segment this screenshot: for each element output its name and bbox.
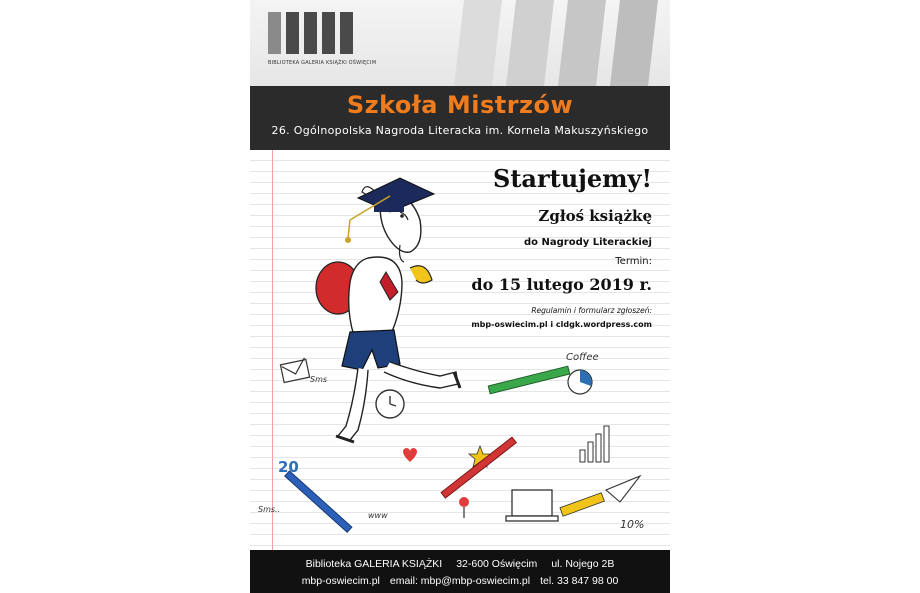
heart-icon: [403, 448, 417, 462]
www-doodle: www: [368, 511, 388, 520]
rules-label: Regulamin i formularz zgłoszeń:: [531, 306, 652, 315]
headline: Startujemy!: [493, 164, 652, 193]
deadline-date: do 15 lutego 2019 r.: [471, 275, 652, 294]
envelope-icon: [280, 358, 309, 383]
library-logo: [268, 12, 377, 72]
footer-site-link[interactable]: mbp-oswiecim.pl: [301, 575, 380, 587]
pin-icon: [459, 497, 469, 518]
footer-contact-row: [250, 575, 670, 587]
alarm-clock-icon: [376, 390, 404, 418]
page-subtitle: 26. Ogólnopolska Nagroda Literacka im. Kornela Makuszyńskiego: [271, 124, 649, 137]
number-doodle: 20: [278, 458, 299, 476]
poster: [250, 0, 670, 593]
coffee-doodle: Coffee: [566, 352, 599, 363]
pie-chart-icon: [568, 370, 592, 394]
websites-link[interactable]: mbp-oswiecim.pl i cldgk.wordpress.com: [471, 320, 652, 329]
paper-plane-icon: [606, 476, 640, 502]
promo-text: [442, 164, 652, 329]
logo-bars: [268, 12, 368, 54]
green-marker-icon: [488, 366, 569, 394]
footer-street: ul. Nojego 2B: [551, 558, 615, 570]
sms-doodle: Sms: [310, 375, 328, 384]
ruler-icon: [560, 493, 604, 517]
percent-doodle: 10%: [620, 518, 645, 531]
notebook-paper: [250, 150, 670, 550]
footer: [250, 550, 670, 593]
laptop-icon: [506, 490, 558, 521]
deadline-label: Termin:: [615, 256, 652, 267]
blue-pen-icon: [285, 471, 352, 532]
footer-email-link[interactable]: email: mbp@mbp-oswiecim.pl: [389, 575, 531, 587]
award-line: do Nagrody Literackiej: [523, 237, 652, 248]
logo-caption: BIBLIOTEKA GALERIA KSIĄŻKI OŚWIĘCIM: [268, 60, 377, 66]
goat-body-icon: [349, 257, 432, 336]
bar-graph-icon: [580, 426, 609, 462]
red-pen-icon: [441, 437, 516, 498]
call-to-action: Zgłoś książkę: [538, 207, 652, 225]
decorative-stripes: [444, 0, 664, 86]
footer-library: Biblioteka GALERIA KSIĄŻKI: [305, 558, 443, 570]
sms-doodle-2: Sms..: [258, 505, 281, 514]
footer-phone: tel. 33 847 98 00: [540, 575, 619, 587]
page-title: Szkoła Mistrzów: [346, 91, 574, 119]
title-band: [250, 86, 670, 150]
footer-postal: 32-600 Oświęcim: [456, 558, 538, 570]
header-band: [250, 0, 670, 86]
footer-address-row: [250, 558, 670, 570]
